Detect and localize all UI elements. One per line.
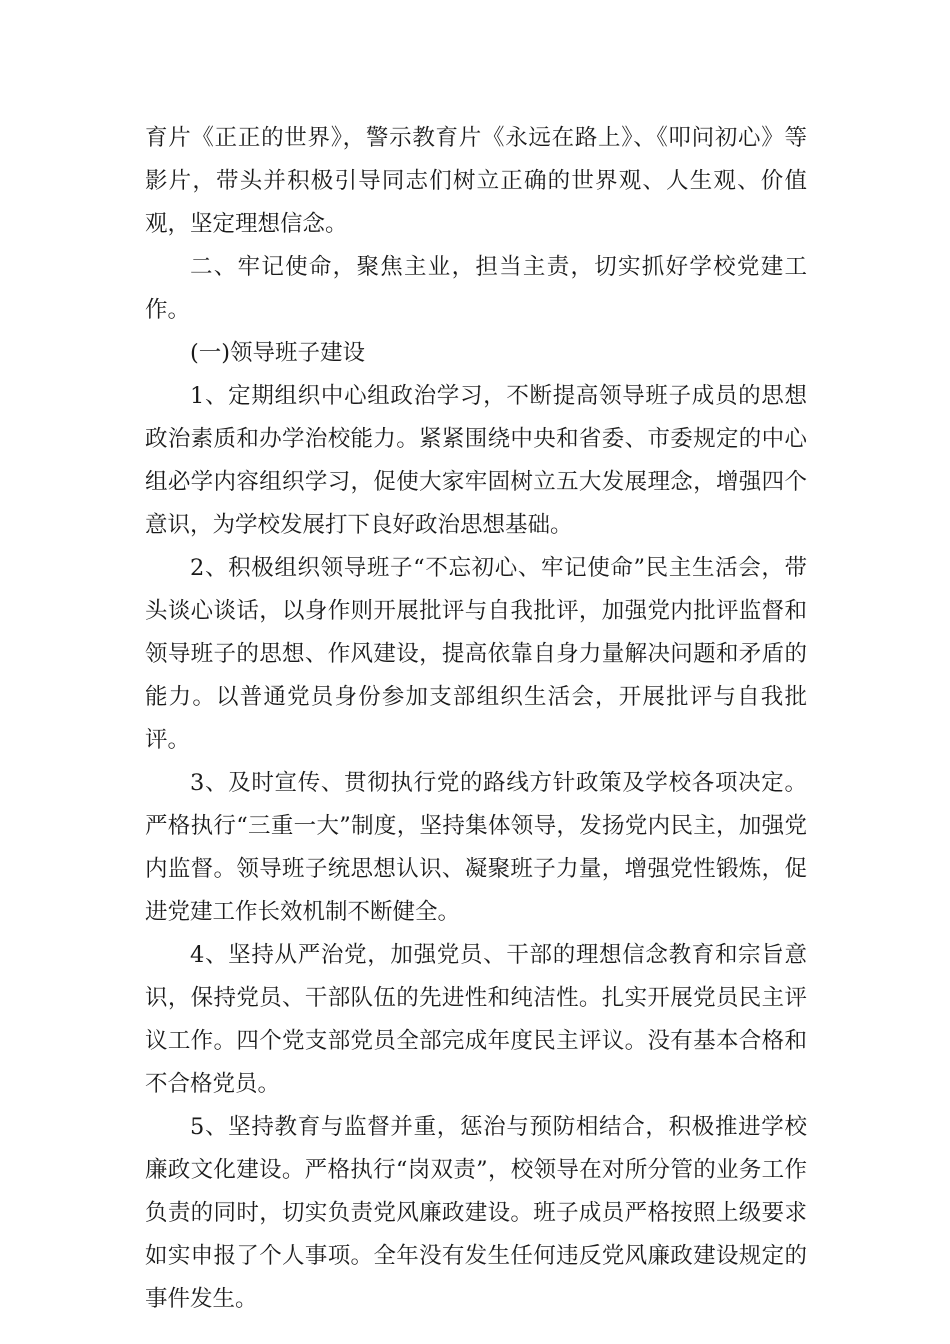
paragraph-item-5: 5、坚持教育与监督并重，惩治与预防相结合，积极推进学校廉政文化建设。严格执行“岗双责”，校领导在对所分管的业务工作负责的同时，切实负责党风廉政建设。班子成员严格按照上级要求如实申报了个人事项。全年没有发生任何违反党风廉政建设规定的事件发生。 <box>145 1114 807 1312</box>
paragraph-continuation: 育片《正正的世界》，警示教育片《永远在路上》、《叩问初心》等影片，带头并积极引导同志们树立正确的世界观、人生观、价值观，坚定理想信念。 <box>145 125 807 237</box>
paragraph-item-1: 1、定期组织中心组政治学习，不断提高领导班子成员的思想政治素质和办学治校能力。紧紧围绕中央和省委、市委规定的中心组必学内容组织学习，促使大家牢固树立五大发展理念，增强四个意识，为学校发展打下良好政治思想基础。 <box>145 383 807 538</box>
paragraph-item-2: 2、积极组织领导班子“不忘初心、牢记使命”民主生活会，带头谈心谈话，以身作则开展批评与自我批评，加强党内批评监督和领导班子的思想、作风建设，提高依靠自身力量解决问题和矛盾的能力。以普通党员身份参加支部组织生活会，开展批评与自我批评。 <box>145 555 807 753</box>
section-heading-two: 二、牢记使命，聚焦主业，担当主责，切实抓好学校党建工作。 <box>145 254 807 323</box>
subsection-heading-leadership: (一)领导班子建设 <box>190 340 366 366</box>
paragraph-item-3: 3、及时宣传、贯彻执行党的路线方针政策及学校各项决定。严格执行“三重一大”制度，坚持集体领导，发扬党内民主，加强党内监督。领导班子统思想认识、凝聚班子力量，增强党性锻炼，促进党建工作长效机制不断健全。 <box>145 770 807 925</box>
document-body <box>145 117 807 1321</box>
paragraph-item-4: 4、坚持从严治党，加强党员、干部的理想信念教育和宗旨意识，保持党员、干部队伍的先进性和纯洁性。扎实开展党员民主评议工作。四个党支部党员全部完成年度民主评议。没有基本合格和不合格党员。 <box>145 942 807 1097</box>
